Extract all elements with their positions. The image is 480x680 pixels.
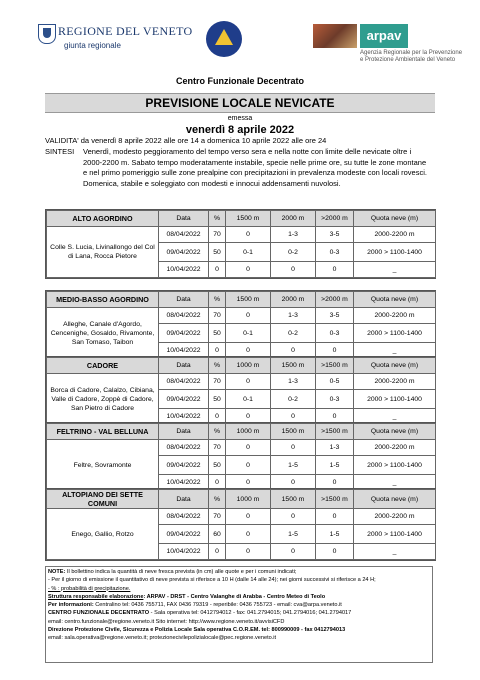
table-cell: 0-1 — [226, 324, 271, 343]
table-cell: 0 — [226, 374, 271, 390]
table-cell: 50 — [209, 390, 226, 409]
zone-location: Feltre, Sovramonte — [47, 440, 159, 491]
table-cell: 08/04/2022 — [159, 227, 209, 243]
responsible-label: Struttura responsabile elaborazione — [48, 593, 144, 600]
table-cell: 0 — [271, 343, 316, 359]
table-cell: 10/04/2022 — [159, 409, 209, 425]
column-header: Quota neve (m) — [354, 424, 436, 440]
column-header: Data — [159, 358, 209, 374]
zone-area-name: FELTRINO - VAL BELLUNA — [47, 424, 159, 440]
table-cell: 0 — [209, 262, 226, 278]
column-header: Quota neve (m) — [354, 358, 436, 374]
notes-box — [45, 566, 433, 663]
table-cell: 0 — [316, 409, 354, 425]
email2-line: email: sala.operativa@regione.veneto.it; protezionecivilepolizialocale@pec.regione.veneto.it — [48, 635, 277, 642]
column-header: Data — [159, 424, 209, 440]
note-line-1 — [48, 568, 430, 576]
table-cell: _ — [354, 409, 436, 425]
table-cell: 0-2 — [271, 324, 316, 343]
zone-table — [46, 291, 436, 359]
table-cell: 50 — [209, 456, 226, 475]
arpav-image-icon — [313, 24, 357, 48]
column-header: >1500 m — [316, 424, 354, 440]
zone-location: Borca di Cadore, Calalzo, Cibiana, Valle di Cadore, Zoppè di Cadore, San Pietro di Cadore — [47, 374, 159, 425]
validity — [45, 136, 326, 145]
table-cell: 0 — [226, 262, 271, 278]
table-cell: 0-3 — [316, 390, 354, 409]
zone-header-row — [47, 211, 436, 227]
table-cell: 50 — [209, 324, 226, 343]
table-cell: 2000 > 1100-1400 — [354, 525, 436, 544]
table-cell: 0 — [271, 544, 316, 560]
region-name: REGIONE DEL VENETO — [58, 24, 193, 38]
table-cell: 60 — [209, 525, 226, 544]
table-cell: 1-5 — [271, 456, 316, 475]
table-row — [47, 374, 436, 390]
table-cell: 0 — [271, 409, 316, 425]
table-cell: 0 — [316, 262, 354, 278]
veneto-shield-icon — [38, 24, 56, 44]
note-label: NOTE: — [48, 569, 66, 575]
arpav-line2: e Protezione Ambientale del Veneto — [360, 57, 456, 63]
column-header: Data — [159, 490, 209, 509]
table-cell: _ — [354, 475, 436, 491]
responsible-line — [48, 593, 430, 601]
table-cell: 2000-2200 m — [354, 308, 436, 324]
emessa-label: emessa — [227, 115, 253, 122]
table-cell: 70 — [209, 509, 226, 525]
validity-text: da venerdì 8 aprile 2022 alle ore 14 a domenica 10 aprile 2022 alle ore 24 — [80, 136, 327, 145]
table-cell: 09/04/2022 — [159, 456, 209, 475]
table-cell: 0-3 — [316, 243, 354, 262]
table-cell: 0 — [271, 475, 316, 491]
zone-area-name: CADORE — [47, 358, 159, 374]
table-cell: 0 — [226, 525, 271, 544]
table-cell: 0 — [271, 262, 316, 278]
zone-header-row — [47, 490, 436, 509]
table-cell: 0 — [209, 343, 226, 359]
table-cell: 09/04/2022 — [159, 525, 209, 544]
cfd-text: - Sala operativa tel: 0412794012 - fax: 041.2794015; 041.2794016; 041.2794017 — [150, 610, 352, 617]
synthesis-text: Venerdì, modesto peggioramento del tempo verso sera e nella notte con limite delle nevicate oltre i 2000-2200 m. Sabato tempo moderatamente instabile, specie nelle prime ore, su tutte le zone montane e nel primo pomeriggio sulle zone prealpine con precipitazioni in prevalenza modeste con locali rovesci. Domenica, stabile e soleggiato con modesti e innocui addensamenti nuvolosi. — [83, 147, 427, 188]
table-cell: 0 — [209, 409, 226, 425]
column-header: Data — [159, 211, 209, 227]
table-cell: 0-2 — [271, 243, 316, 262]
column-header: % — [209, 490, 226, 509]
table-cell: 09/04/2022 — [159, 390, 209, 409]
table-cell: 0 — [271, 440, 316, 456]
column-header: >2000 m — [316, 292, 354, 308]
table-cell: 08/04/2022 — [159, 308, 209, 324]
direction-line: Direzione Protezione Civile, Sicurezza e Polizia Locale Sala operativa C.O.R.EM. tel: 800990009 - fax 0412794013 — [48, 627, 346, 634]
table-cell: 1-3 — [271, 227, 316, 243]
zone-area-name: ALTOPIANO DEI SETTE COMUNI — [47, 490, 159, 509]
info-line — [48, 601, 430, 609]
table-cell: 0 — [226, 456, 271, 475]
zone-area-name: ALTO AGORDINO — [47, 211, 159, 227]
table-cell: 10/04/2022 — [159, 262, 209, 278]
table-cell: 09/04/2022 — [159, 324, 209, 343]
table-cell: 0-5 — [316, 374, 354, 390]
table-cell: 0 — [226, 544, 271, 560]
table-cell: _ — [354, 262, 436, 278]
centre-title: Centro Funzionale Decentrato — [175, 76, 304, 86]
page-title: PREVISIONE LOCALE NEVICATE — [45, 93, 435, 113]
column-header: >1500 m — [316, 358, 354, 374]
issue-date: venerdì 8 aprile 2022 — [185, 124, 295, 136]
note1: Il bollettino indica la quantità di neve fresca prevista (in cm) alle quote e per i comuni indicati; — [66, 569, 297, 575]
table-cell: _ — [354, 544, 436, 560]
column-header: 2000 m — [271, 211, 316, 227]
zone-header-row — [47, 424, 436, 440]
table-cell: 2000 > 1100-1400 — [354, 243, 436, 262]
table-cell: 1-3 — [271, 374, 316, 390]
table-cell: 10/04/2022 — [159, 343, 209, 359]
table-cell: 70 — [209, 440, 226, 456]
table-cell: 3-5 — [316, 308, 354, 324]
table-row — [47, 440, 436, 456]
table-cell: 1-5 — [316, 456, 354, 475]
table-cell: 0-1 — [226, 243, 271, 262]
table-cell: 2000 > 1100-1400 — [354, 456, 436, 475]
zone-block — [45, 209, 436, 279]
zone-location: Alleghe, Canale d'Agordo, Cencenighe, Gosaldo, Rivamonte, San Tomaso, Taibon — [47, 308, 159, 359]
table-cell: 1-5 — [316, 525, 354, 544]
table-cell: 0 — [209, 544, 226, 560]
table-cell: 2000 > 1100-1400 — [354, 390, 436, 409]
zone-location: Colle S. Lucia, Livinallongo del Col di Lana, Rocca Pietore — [47, 227, 159, 278]
arpav-line1: Agenzia Regionale per la Prevenzione — [360, 50, 463, 56]
column-header: 1500 m — [271, 424, 316, 440]
column-header: >1500 m — [316, 490, 354, 509]
column-header: 1500 m — [226, 211, 271, 227]
cfd-label: CENTRO FUNZIONALE DECENTRATO — [48, 610, 150, 617]
arpav-wordmark: arpav — [360, 24, 408, 48]
table-cell: 2000-2200 m — [354, 440, 436, 456]
zone-location: Enego, Gallio, Rotzo — [47, 509, 159, 560]
table-cell: 09/04/2022 — [159, 243, 209, 262]
column-header: Data — [159, 292, 209, 308]
table-cell: 0 — [226, 475, 271, 491]
table-cell: 0-1 — [226, 390, 271, 409]
table-cell: 0 — [316, 509, 354, 525]
email-line: email: centro.funzionale@regione.veneto.it Sito internet: http://www.regione.veneto.it/avvisiCFD — [48, 618, 285, 625]
table-cell: 0 — [226, 308, 271, 324]
info-label: Per informazioni: — [48, 602, 94, 609]
table-cell: 0 — [316, 475, 354, 491]
table-cell: 10/04/2022 — [159, 475, 209, 491]
column-header: % — [209, 211, 226, 227]
table-cell: 70 — [209, 308, 226, 324]
table-cell: 0-3 — [316, 324, 354, 343]
responsible-text: : ARPAV - DRST - Centro Valanghe di Arabba - Centro Meteo di Teolo — [143, 593, 326, 600]
zone-header-row — [47, 358, 436, 374]
column-header: % — [209, 358, 226, 374]
table-cell: 0 — [226, 509, 271, 525]
table-row — [47, 509, 436, 525]
table-cell: 70 — [209, 374, 226, 390]
zone-table — [46, 423, 436, 491]
table-cell: 08/04/2022 — [159, 509, 209, 525]
table-cell: 0 — [226, 343, 271, 359]
table-cell: 0 — [316, 544, 354, 560]
table-row — [47, 308, 436, 324]
table-cell: 2000 > 1100-1400 — [354, 324, 436, 343]
column-header: 1500 m — [271, 358, 316, 374]
table-cell: 0 — [226, 440, 271, 456]
column-header: % — [209, 292, 226, 308]
zone-table — [46, 210, 436, 278]
zone-block — [45, 488, 436, 561]
table-cell: 70 — [209, 227, 226, 243]
table-cell: 2000-2200 m — [354, 374, 436, 390]
zone-table — [46, 357, 436, 425]
note2: - Per il giorno di emissione il quantitativo di neve prevista si riferisce a 10 H (dalle 14 alle 24); nei giorni successivi si riferisce a 24 H; — [48, 577, 376, 584]
table-cell: 1-5 — [271, 525, 316, 544]
column-header: Quota neve (m) — [354, 490, 436, 509]
table-cell: 1-3 — [316, 440, 354, 456]
column-header: 2000 m — [271, 292, 316, 308]
note3: - % : probabilità di precipitazione. — [48, 585, 131, 592]
column-header: Quota neve (m) — [354, 211, 436, 227]
column-header: % — [209, 424, 226, 440]
table-cell: 2000-2200 m — [354, 227, 436, 243]
info-text: Centralino tel: 0436 755711, FAX 0436 79319 - reperibile: 0436 755723 - email: cva@arpa.veneto.it — [95, 602, 342, 609]
column-header: 1500 m — [271, 490, 316, 509]
table-cell: 10/04/2022 — [159, 544, 209, 560]
column-header: 1000 m — [226, 424, 271, 440]
table-cell: 0 — [209, 475, 226, 491]
table-cell: _ — [354, 343, 436, 359]
table-cell: 08/04/2022 — [159, 440, 209, 456]
zone-area-name: MEDIO-BASSO AGORDINO — [47, 292, 159, 308]
protezione-civile-logo-icon — [206, 21, 242, 57]
table-cell: 0 — [271, 509, 316, 525]
validity-label: VALIDITA' — [45, 136, 79, 145]
table-cell: 1-3 — [271, 308, 316, 324]
zone-block — [45, 290, 436, 360]
zone-table — [46, 489, 436, 560]
table-row — [47, 227, 436, 243]
header — [0, 0, 480, 70]
zone-block — [45, 422, 436, 492]
table-cell: 0 — [316, 343, 354, 359]
zone-header-row — [47, 292, 436, 308]
table-cell: 08/04/2022 — [159, 374, 209, 390]
column-header: >2000 m — [316, 211, 354, 227]
table-cell: 2000-2200 m — [354, 509, 436, 525]
column-header: Quota neve (m) — [354, 292, 436, 308]
zone-block — [45, 356, 436, 426]
table-cell: 0 — [226, 227, 271, 243]
column-header: 1500 m — [226, 292, 271, 308]
column-header: 1000 m — [226, 490, 271, 509]
synthesis-label: SINTESI — [45, 147, 75, 156]
column-header: 1000 m — [226, 358, 271, 374]
cfd-line — [48, 609, 430, 617]
table-cell: 3-5 — [316, 227, 354, 243]
region-subtitle: giunta regionale — [64, 41, 121, 50]
table-cell: 0-2 — [271, 390, 316, 409]
table-cell: 50 — [209, 243, 226, 262]
arpav-description — [360, 50, 462, 64]
table-cell: 0 — [226, 409, 271, 425]
